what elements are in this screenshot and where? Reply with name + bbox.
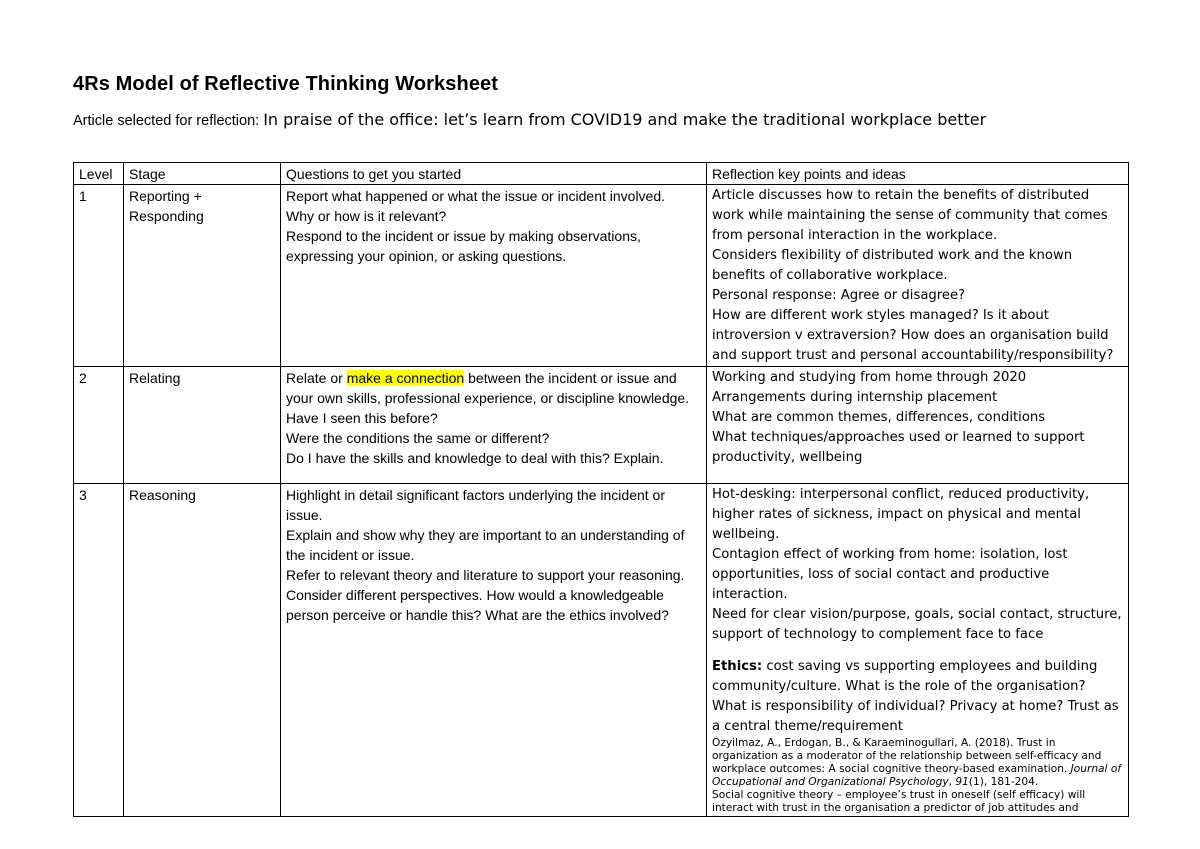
question-line: Do I have the skills and knowledge to deal with this? Explain. bbox=[286, 450, 664, 466]
citation-sep: , bbox=[948, 776, 956, 789]
question-line: Consider different perspectives. How would a knowledgeable person perceive or handle this? What are the ethics involved? bbox=[286, 587, 669, 623]
row-level: 1 bbox=[74, 185, 124, 367]
row-stage: Reporting + Responding bbox=[124, 185, 281, 367]
question-line: Explain and show why they are important to an understanding of the incident or issue. bbox=[286, 527, 685, 563]
table-header-row bbox=[74, 163, 1129, 185]
question-line: Respond to the incident or issue by making observations, expressing your opinion, or asking questions. bbox=[286, 228, 641, 264]
question-intro-start: Relate or bbox=[286, 370, 347, 386]
row-questions bbox=[281, 367, 707, 484]
question-line: Report what happened or what the issue or incident involved. bbox=[286, 188, 666, 204]
question-intro bbox=[286, 368, 701, 408]
row-reflection bbox=[707, 185, 1129, 367]
ethics-paragraph bbox=[712, 657, 1123, 737]
citation-volume: 91 bbox=[955, 776, 969, 789]
question-line: Have I seen this before? bbox=[286, 410, 438, 426]
question-line: Highlight in detail significant factors underlying the incident or issue. bbox=[286, 487, 665, 523]
reflection-line: Hot-desking: interpersonal conflict, reduced productivity, higher rates of sickness, impact on physical and mental wellbeing. bbox=[712, 487, 1090, 542]
row-questions bbox=[281, 484, 707, 817]
question-line: Refer to relevant theory and literature to support your reasoning. bbox=[286, 567, 685, 583]
question-line: Why or how is it relevant? bbox=[286, 208, 447, 224]
reflection-line: Need for clear vision/purpose, goals, social contact, structure, support of technology to complement face to face bbox=[712, 607, 1122, 642]
citation bbox=[712, 737, 1123, 789]
ethics-text: cost saving vs supporting employees and building community/culture. What is the role of the organisation? What is responsibility of individual? Privacy at home? Trust as a central theme/requirement bbox=[712, 659, 1119, 734]
highlighted-text: make a connection bbox=[346, 370, 465, 386]
citation-journal: Journal of Occupational and Organizational Psychology bbox=[712, 763, 1122, 789]
header-questions: Questions to get you started bbox=[281, 163, 707, 185]
row-level: 3 bbox=[74, 484, 124, 817]
article-line bbox=[73, 110, 986, 129]
row-reflection bbox=[707, 367, 1129, 484]
row-questions bbox=[281, 185, 707, 367]
row-stage: Relating bbox=[124, 367, 281, 484]
reflection-line: Contagion effect of working from home: isolation, lost opportunities, loss of social contact and productive interaction. bbox=[712, 547, 1068, 602]
article-label: Article selected for reflection: bbox=[73, 113, 260, 129]
table-row bbox=[74, 185, 1129, 367]
reflection-line: Working and studying from home through 2020 bbox=[712, 370, 1027, 385]
reflection-line: Arrangements during internship placement bbox=[712, 390, 998, 405]
question-line: Were the conditions the same or different? bbox=[286, 430, 550, 446]
reflection-line: Article discusses how to retain the benefits of distributed work while maintaining the sense of community that comes from personal interaction in the workplace. bbox=[712, 188, 1108, 243]
row-reflection bbox=[707, 484, 1129, 817]
header-reflection: Reflection key points and ideas bbox=[707, 163, 1129, 185]
reflection-line: What are common themes, differences, conditions bbox=[712, 410, 1046, 425]
reflection-line: Personal response: Agree or disagree? bbox=[712, 288, 966, 303]
citation-note: Social cognitive theory – employee’s trust in oneself (self efficacy) will interact with trust in the organisation a predictor of job attitudes and bbox=[712, 789, 1086, 815]
reflection-line: What techniques/approaches used or learned to support productivity, wellbeing bbox=[712, 430, 1085, 465]
paragraph-gap bbox=[712, 645, 1123, 657]
ethics-label: Ethics: bbox=[712, 659, 763, 674]
table-row bbox=[74, 484, 1129, 817]
article-title: In praise of the office: let’s learn from COVID19 and make the traditional workplace better bbox=[263, 110, 987, 129]
table-row bbox=[74, 367, 1129, 484]
reflection-table bbox=[73, 162, 1129, 817]
reflection-line: How are different work styles managed? Is it about introversion v extraversion? How does an organisation build and support trust and personal accountability/responsibility? bbox=[712, 308, 1114, 363]
page-title: 4Rs Model of Reflective Thinking Worksheet bbox=[73, 73, 499, 95]
citation-main: Ozyilmaz, A., Erdogan, B., & Karaeminogullari, A. (2018). Trust in organization as a moderator of the relationship between self-efficacy and workplace outcomes: A social cognitive theory-based examination. bbox=[712, 737, 1102, 776]
question-intro-end: between the incident or issue and your own skills, professional experience, or discipline knowledge. bbox=[286, 370, 690, 406]
row-stage: Reasoning bbox=[124, 484, 281, 817]
header-stage: Stage bbox=[124, 163, 281, 185]
reflection-line: Considers flexibility of distributed work and the known benefits of collaborative workplace. bbox=[712, 248, 1073, 283]
citation-pages: (1), 181-204. bbox=[968, 776, 1039, 789]
header-level: Level bbox=[74, 163, 124, 185]
row-level: 2 bbox=[74, 367, 124, 484]
